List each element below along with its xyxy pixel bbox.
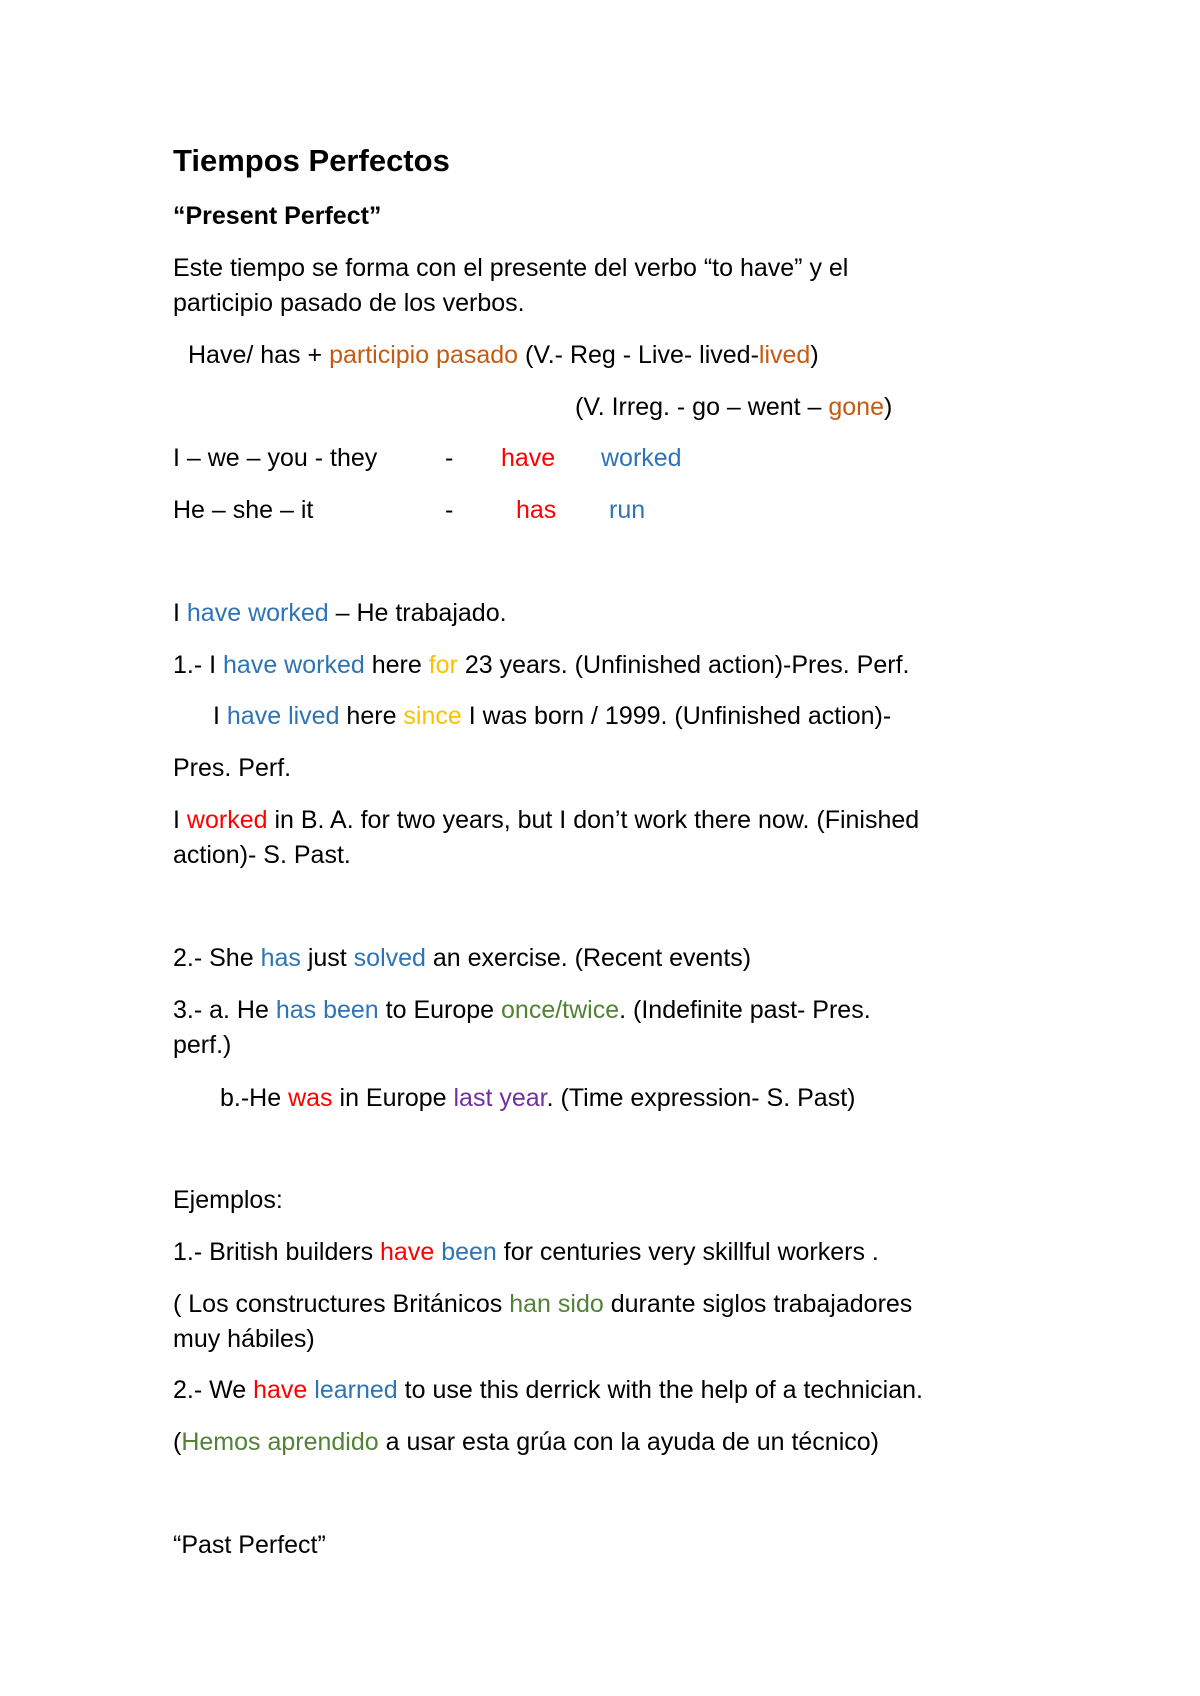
translation-verb: have worked — [186, 599, 329, 627]
conjugation-aux: have — [501, 444, 556, 472]
conjugation-subject: He – she – it — [173, 496, 314, 524]
example-verb-es: han sido — [509, 1290, 604, 1318]
example-verb: has been — [275, 996, 379, 1024]
example-text: for centuries very skillful workers . — [496, 1238, 879, 1266]
ejemplo-2 — [173, 1373, 923, 1408]
irregular-text: (V. Irreg. - go – went – — [575, 393, 829, 421]
irregular-close: ) — [884, 393, 893, 421]
conjugation-row — [173, 493, 773, 528]
example-text: 2.- She — [173, 944, 261, 972]
formula-participle: participio pasado — [329, 341, 519, 369]
example-text: ( Los constructures Británicos — [173, 1290, 510, 1318]
example-text: . (Indefinite past- Pres. — [619, 996, 871, 1024]
intro-line-2: participio pasado de los verbos. — [173, 289, 525, 317]
ejemplo-2-translation — [173, 1425, 879, 1460]
example-aux: have — [253, 1376, 308, 1404]
page-title: Tiempos Perfectos — [173, 143, 450, 178]
translation-line — [173, 596, 507, 631]
formula-close: ) — [810, 341, 819, 369]
example-1a — [173, 648, 909, 683]
irregular-gone: gone — [828, 393, 884, 421]
example-text: to Europe — [378, 996, 502, 1024]
example-text: I — [173, 806, 187, 834]
example-since: since — [403, 702, 462, 730]
example-verb-es: Hemos aprendido — [181, 1428, 379, 1456]
ejemplo-1 — [173, 1235, 879, 1270]
example-text: 1.- British builders — [173, 1238, 381, 1266]
formula-lived: lived — [758, 341, 811, 369]
example-1b-continued: Pres. Perf. — [173, 754, 292, 782]
example-text: a usar esta grúa con la ayuda de un técnico) — [378, 1428, 879, 1456]
past-perfect-heading: “Past Perfect” — [173, 1531, 326, 1559]
example-text: just — [300, 944, 354, 972]
example-time-expression: last year — [453, 1084, 547, 1112]
example-text: I was born / 1999. (Unfinished action)- — [461, 702, 892, 730]
example-once-twice: once/twice — [501, 996, 620, 1024]
example-text: to use this derrick with the help of a technician. — [397, 1376, 923, 1404]
example-3b — [220, 1081, 855, 1116]
example-verb: been — [441, 1238, 497, 1266]
example-1c — [173, 803, 919, 838]
example-1b — [213, 699, 891, 734]
example-text: an exercise. (Recent events) — [425, 944, 752, 972]
translation-es: – He trabajado. — [328, 599, 507, 627]
example-text: 3.- a. He — [173, 996, 276, 1024]
ejemplos-heading: Ejemplos: — [173, 1186, 283, 1214]
conjugation-dash: - — [445, 496, 454, 524]
example-text: I — [213, 702, 227, 730]
conjugation-verb: worked — [601, 444, 682, 472]
formula-regular: (V.- Reg - Live- lived- — [518, 341, 759, 369]
conjugation-row — [173, 441, 773, 476]
example-text: here — [339, 702, 404, 730]
example-verb: have lived — [226, 702, 340, 730]
example-text: 2.- We — [173, 1376, 254, 1404]
example-verb: learned — [314, 1376, 398, 1404]
example-aux: has — [260, 944, 301, 972]
example-text: here — [364, 651, 429, 679]
example-text: ( — [173, 1428, 182, 1456]
example-verb-past: worked — [186, 806, 268, 834]
example-text: in B. A. for two years, but I don’t work there now. (Finished — [267, 806, 920, 834]
conjugation-subject: I – we – you - they — [173, 444, 378, 472]
conjugation-dash: - — [445, 444, 454, 472]
irregular-line — [575, 390, 892, 425]
formula-line — [188, 338, 819, 373]
example-aux: have — [380, 1238, 435, 1266]
example-text: . (Time expression- S. Past) — [546, 1084, 856, 1112]
intro-line-1: Este tiempo se forma con el presente del verbo “to have” y el — [173, 254, 849, 282]
example-3a — [173, 993, 871, 1028]
example-3a-continued: perf.) — [173, 1031, 232, 1059]
formula-text: Have/ has + — [188, 341, 330, 369]
present-perfect-heading: “Present Perfect” — [173, 202, 382, 230]
example-verb-past: was — [288, 1084, 333, 1112]
ejemplo-1-translation-continued: muy hábiles) — [173, 1325, 315, 1353]
example-verb: solved — [353, 944, 426, 972]
example-text: in Europe — [332, 1084, 454, 1112]
example-text: durante siglos trabajadores — [603, 1290, 913, 1318]
example-1c-continued: action)- S. Past. — [173, 841, 351, 869]
ejemplo-1-translation — [173, 1287, 912, 1322]
example-for: for — [428, 651, 458, 679]
example-2 — [173, 941, 751, 976]
translation-text: I — [173, 599, 187, 627]
conjugation-aux: has — [516, 496, 557, 524]
conjugation-verb: run — [609, 496, 646, 524]
example-text: 1.- I — [173, 651, 224, 679]
example-text: 23 years. (Unfinished action)-Pres. Perf. — [457, 651, 910, 679]
example-text: b.-He — [220, 1084, 289, 1112]
example-verb: have worked — [223, 651, 365, 679]
